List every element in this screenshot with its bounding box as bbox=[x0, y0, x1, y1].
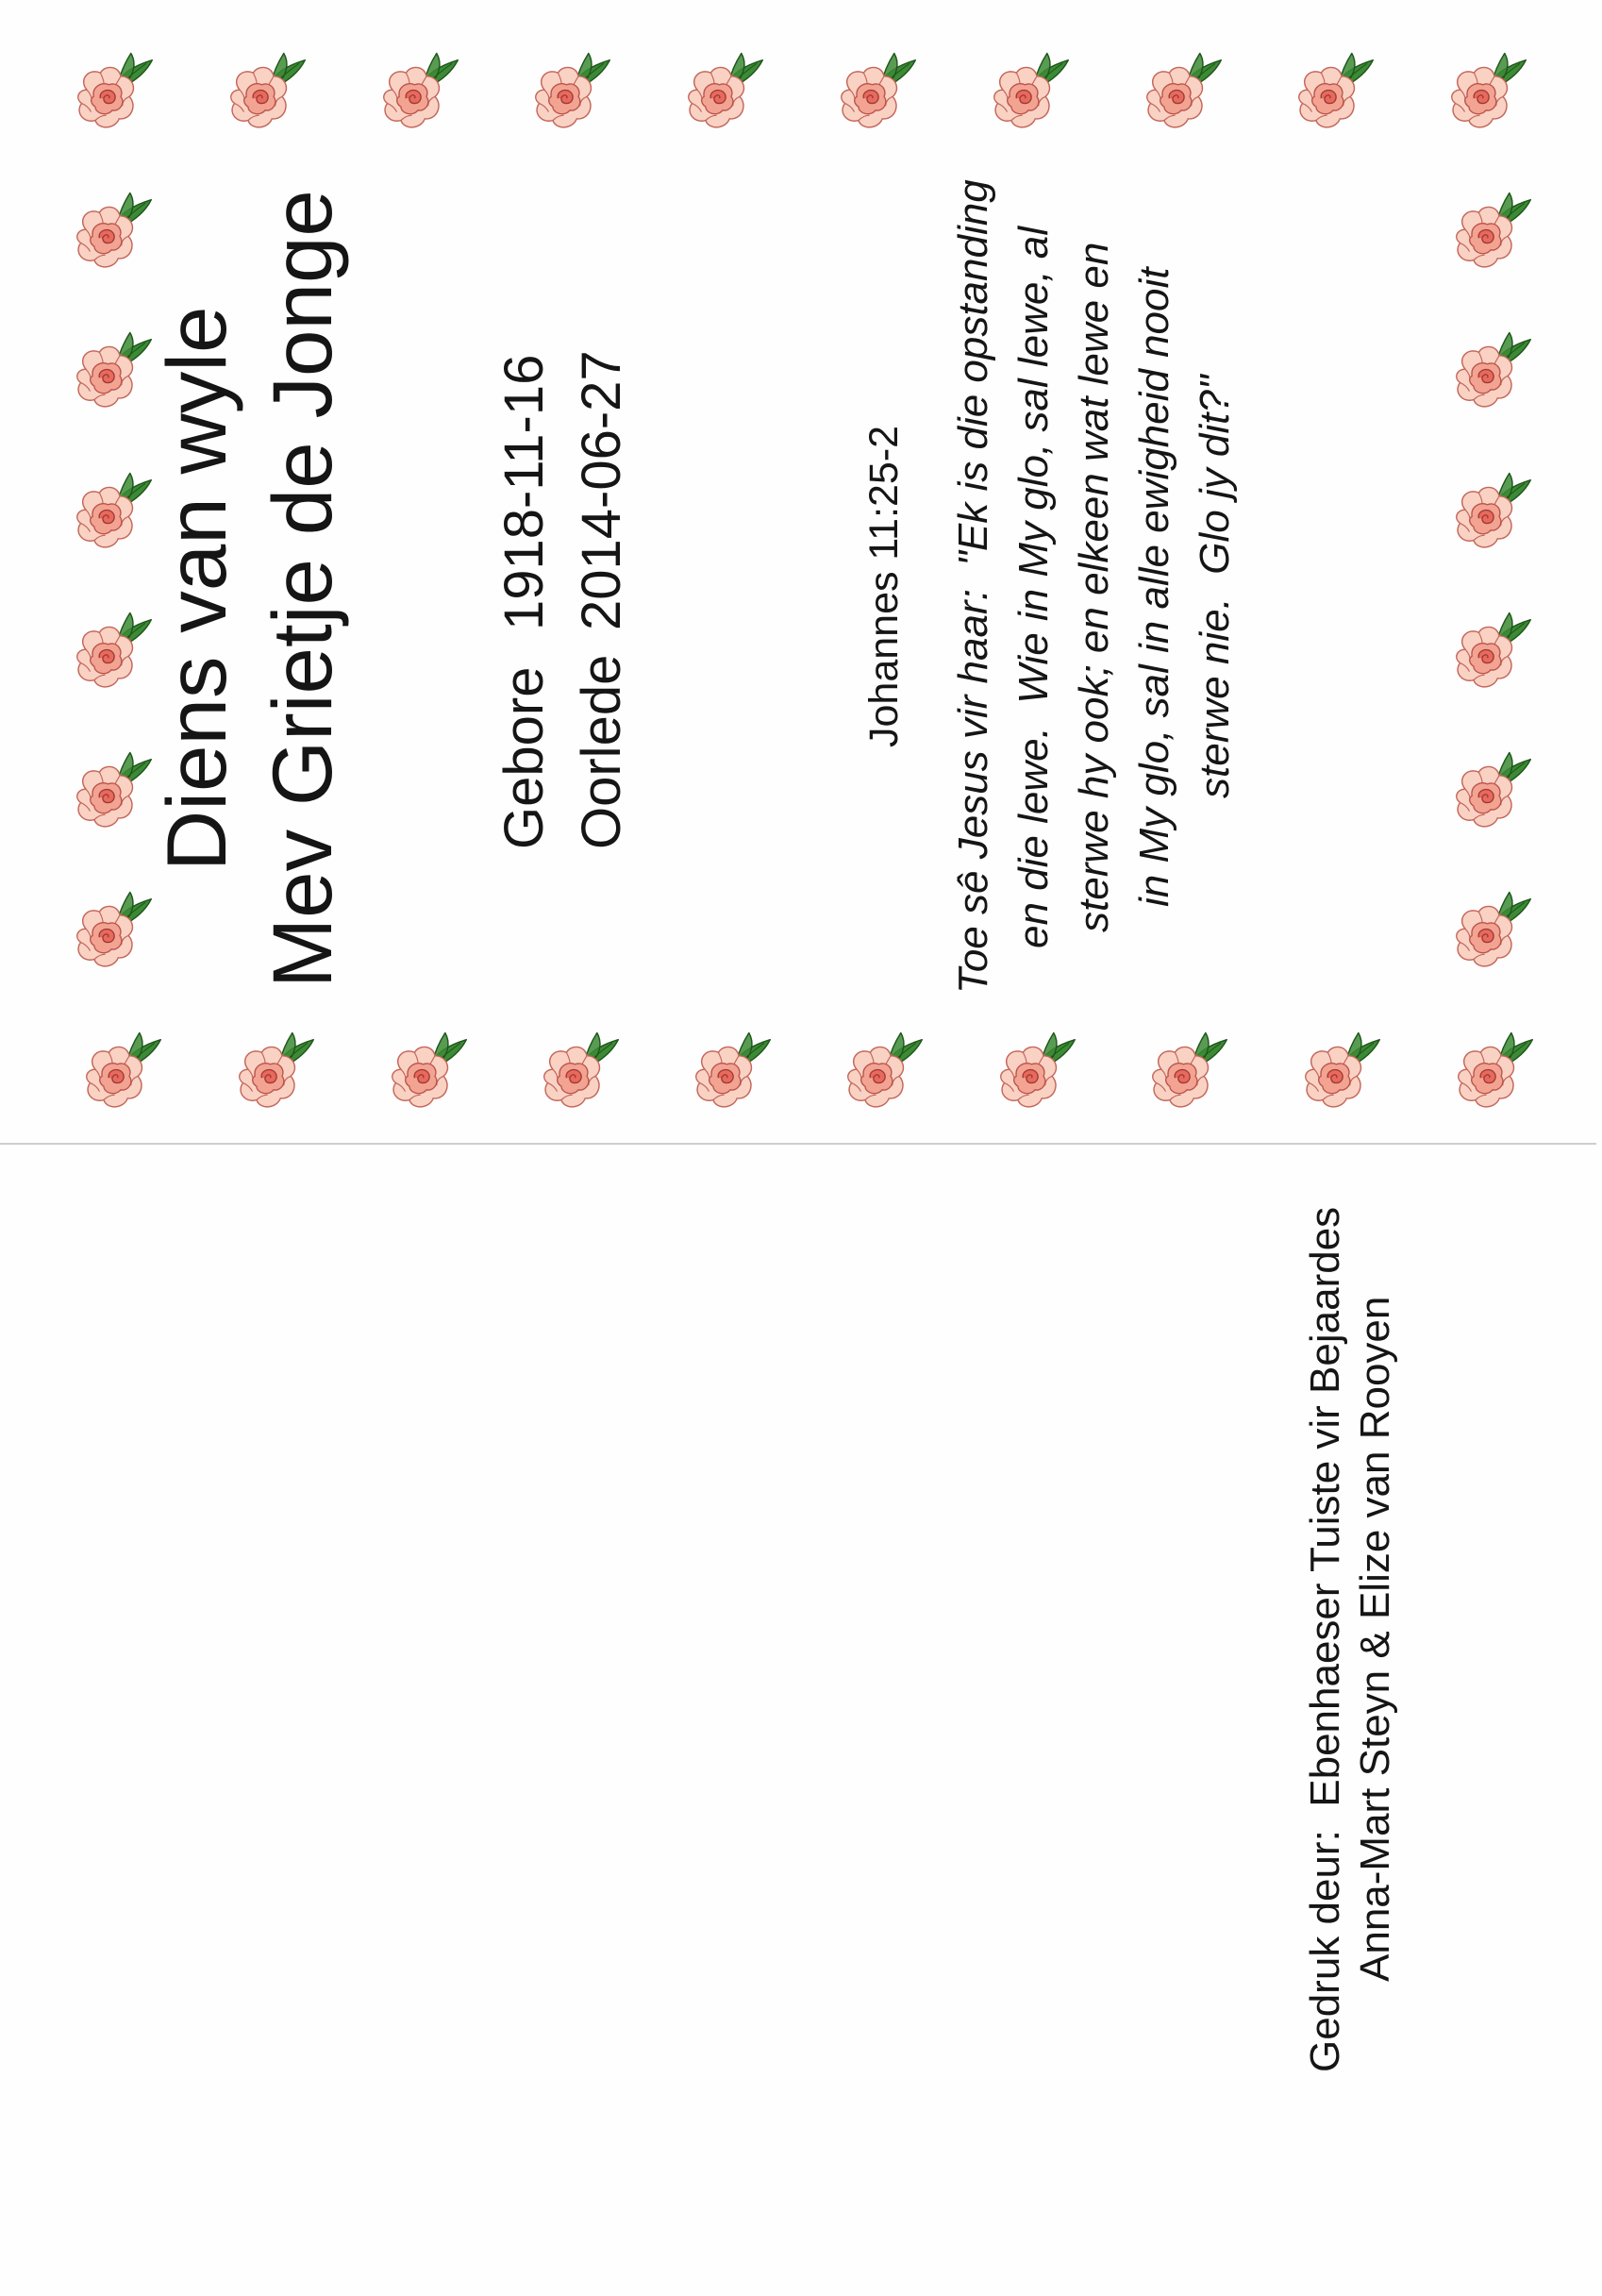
rose-graphic bbox=[69, 328, 154, 413]
rose-graphic bbox=[1139, 49, 1224, 134]
rose-icon bbox=[688, 1029, 773, 1114]
rose-icon bbox=[69, 609, 154, 694]
birth-date-row bbox=[486, 340, 563, 849]
rose-graphic bbox=[1297, 1029, 1382, 1114]
rose-icon bbox=[375, 49, 460, 134]
front-cover bbox=[0, 0, 1602, 1143]
service-title: Diens van wyle bbox=[149, 306, 243, 872]
rose-graphic bbox=[70, 49, 155, 134]
rose-icon bbox=[986, 49, 1071, 134]
rose-icon bbox=[1448, 748, 1533, 833]
dates-block bbox=[486, 340, 641, 849]
rose-icon bbox=[1448, 888, 1533, 973]
back-cover bbox=[0, 1145, 1602, 2296]
rose-icon bbox=[69, 888, 154, 973]
rose-icon bbox=[231, 1029, 316, 1114]
rose-icon bbox=[1448, 469, 1533, 554]
printer-credit bbox=[1300, 1177, 1400, 2102]
rose-graphic bbox=[69, 469, 154, 554]
rose-icon bbox=[223, 49, 308, 134]
rose-icon bbox=[1448, 189, 1533, 274]
birth-label: Gebore bbox=[493, 666, 555, 849]
rose-icon bbox=[840, 1029, 925, 1114]
rose-graphic bbox=[1450, 1029, 1535, 1114]
rose-icon bbox=[69, 748, 154, 833]
rose-icon bbox=[527, 49, 612, 134]
rose-graphic bbox=[1443, 49, 1528, 134]
death-date: 2014-06-27 bbox=[571, 350, 632, 630]
rose-graphic bbox=[688, 1029, 773, 1114]
deceased-name: Mev Grietje de Jonge bbox=[255, 190, 349, 988]
rose-icon bbox=[69, 328, 154, 413]
rose-graphic bbox=[1144, 1029, 1229, 1114]
compiled-by-line: Anna-Mart Steyn & Elize van Rooyen bbox=[1352, 1296, 1398, 1983]
rose-graphic bbox=[69, 888, 154, 973]
rose-graphic bbox=[69, 189, 154, 274]
rose-graphic bbox=[69, 609, 154, 694]
rose-graphic bbox=[1448, 469, 1533, 554]
rose-icon bbox=[69, 189, 154, 274]
rose-graphic bbox=[1448, 888, 1533, 973]
rose-graphic bbox=[833, 49, 918, 134]
scripture-quote-line: sterwe hy ook; en elkeen wat lewe en bbox=[1071, 242, 1117, 932]
rose-icon bbox=[833, 49, 918, 134]
rose-icon bbox=[1139, 49, 1224, 134]
rose-icon bbox=[78, 1029, 163, 1114]
rose-graphic bbox=[231, 1029, 316, 1114]
rose-graphic bbox=[78, 1029, 163, 1114]
death-label: Oorlede bbox=[571, 654, 632, 849]
rose-graphic bbox=[993, 1029, 1077, 1114]
printed-by-line: Gedruk deur: Ebenhaeser Tuiste vir Bejaardes bbox=[1302, 1206, 1348, 2072]
rose-icon bbox=[1297, 1029, 1382, 1114]
scripture-reference: Johannes 11:25-2 bbox=[861, 425, 907, 747]
death-date-row bbox=[563, 340, 641, 849]
rose-icon bbox=[1443, 49, 1528, 134]
rose-icon bbox=[1291, 49, 1376, 134]
scripture-quote-line: en die lewe. Wie in My glo, sal lewe, al bbox=[1010, 226, 1057, 948]
rose-graphic bbox=[527, 49, 612, 134]
rose-icon bbox=[680, 49, 765, 134]
rose-graphic bbox=[384, 1029, 469, 1114]
rose-icon bbox=[1448, 609, 1533, 694]
rose-graphic bbox=[840, 1029, 925, 1114]
rose-graphic bbox=[1291, 49, 1376, 134]
rose-icon bbox=[1144, 1029, 1229, 1114]
rose-graphic bbox=[375, 49, 460, 134]
title-block bbox=[143, 164, 355, 1014]
scripture-quote-line: in My glo, sal in alle ewigheid nooit bbox=[1131, 267, 1177, 907]
rose-graphic bbox=[1448, 328, 1533, 413]
birth-date: 1918-11-16 bbox=[493, 354, 555, 630]
rose-graphic bbox=[1448, 748, 1533, 833]
rose-icon bbox=[536, 1029, 621, 1114]
rose-icon bbox=[1448, 328, 1533, 413]
rose-graphic bbox=[536, 1029, 621, 1114]
rose-icon bbox=[384, 1029, 469, 1114]
rose-graphic bbox=[680, 49, 765, 134]
scripture-reference-block bbox=[856, 388, 912, 784]
rose-graphic bbox=[1448, 189, 1533, 274]
rose-graphic bbox=[223, 49, 308, 134]
rose-graphic bbox=[1448, 609, 1533, 694]
rose-icon bbox=[1450, 1029, 1535, 1114]
scripture-quote-line: Toe sê Jesus vir haar: "Ek is die opstanding bbox=[950, 179, 996, 995]
rose-icon bbox=[70, 49, 155, 134]
scripture-quote bbox=[943, 153, 1245, 1021]
scripture-quote-line: sterwe nie. Glo jy dit?" bbox=[1192, 375, 1238, 799]
rose-icon bbox=[69, 469, 154, 554]
rose-icon bbox=[993, 1029, 1077, 1114]
rose-graphic bbox=[986, 49, 1071, 134]
rose-graphic bbox=[69, 748, 154, 833]
